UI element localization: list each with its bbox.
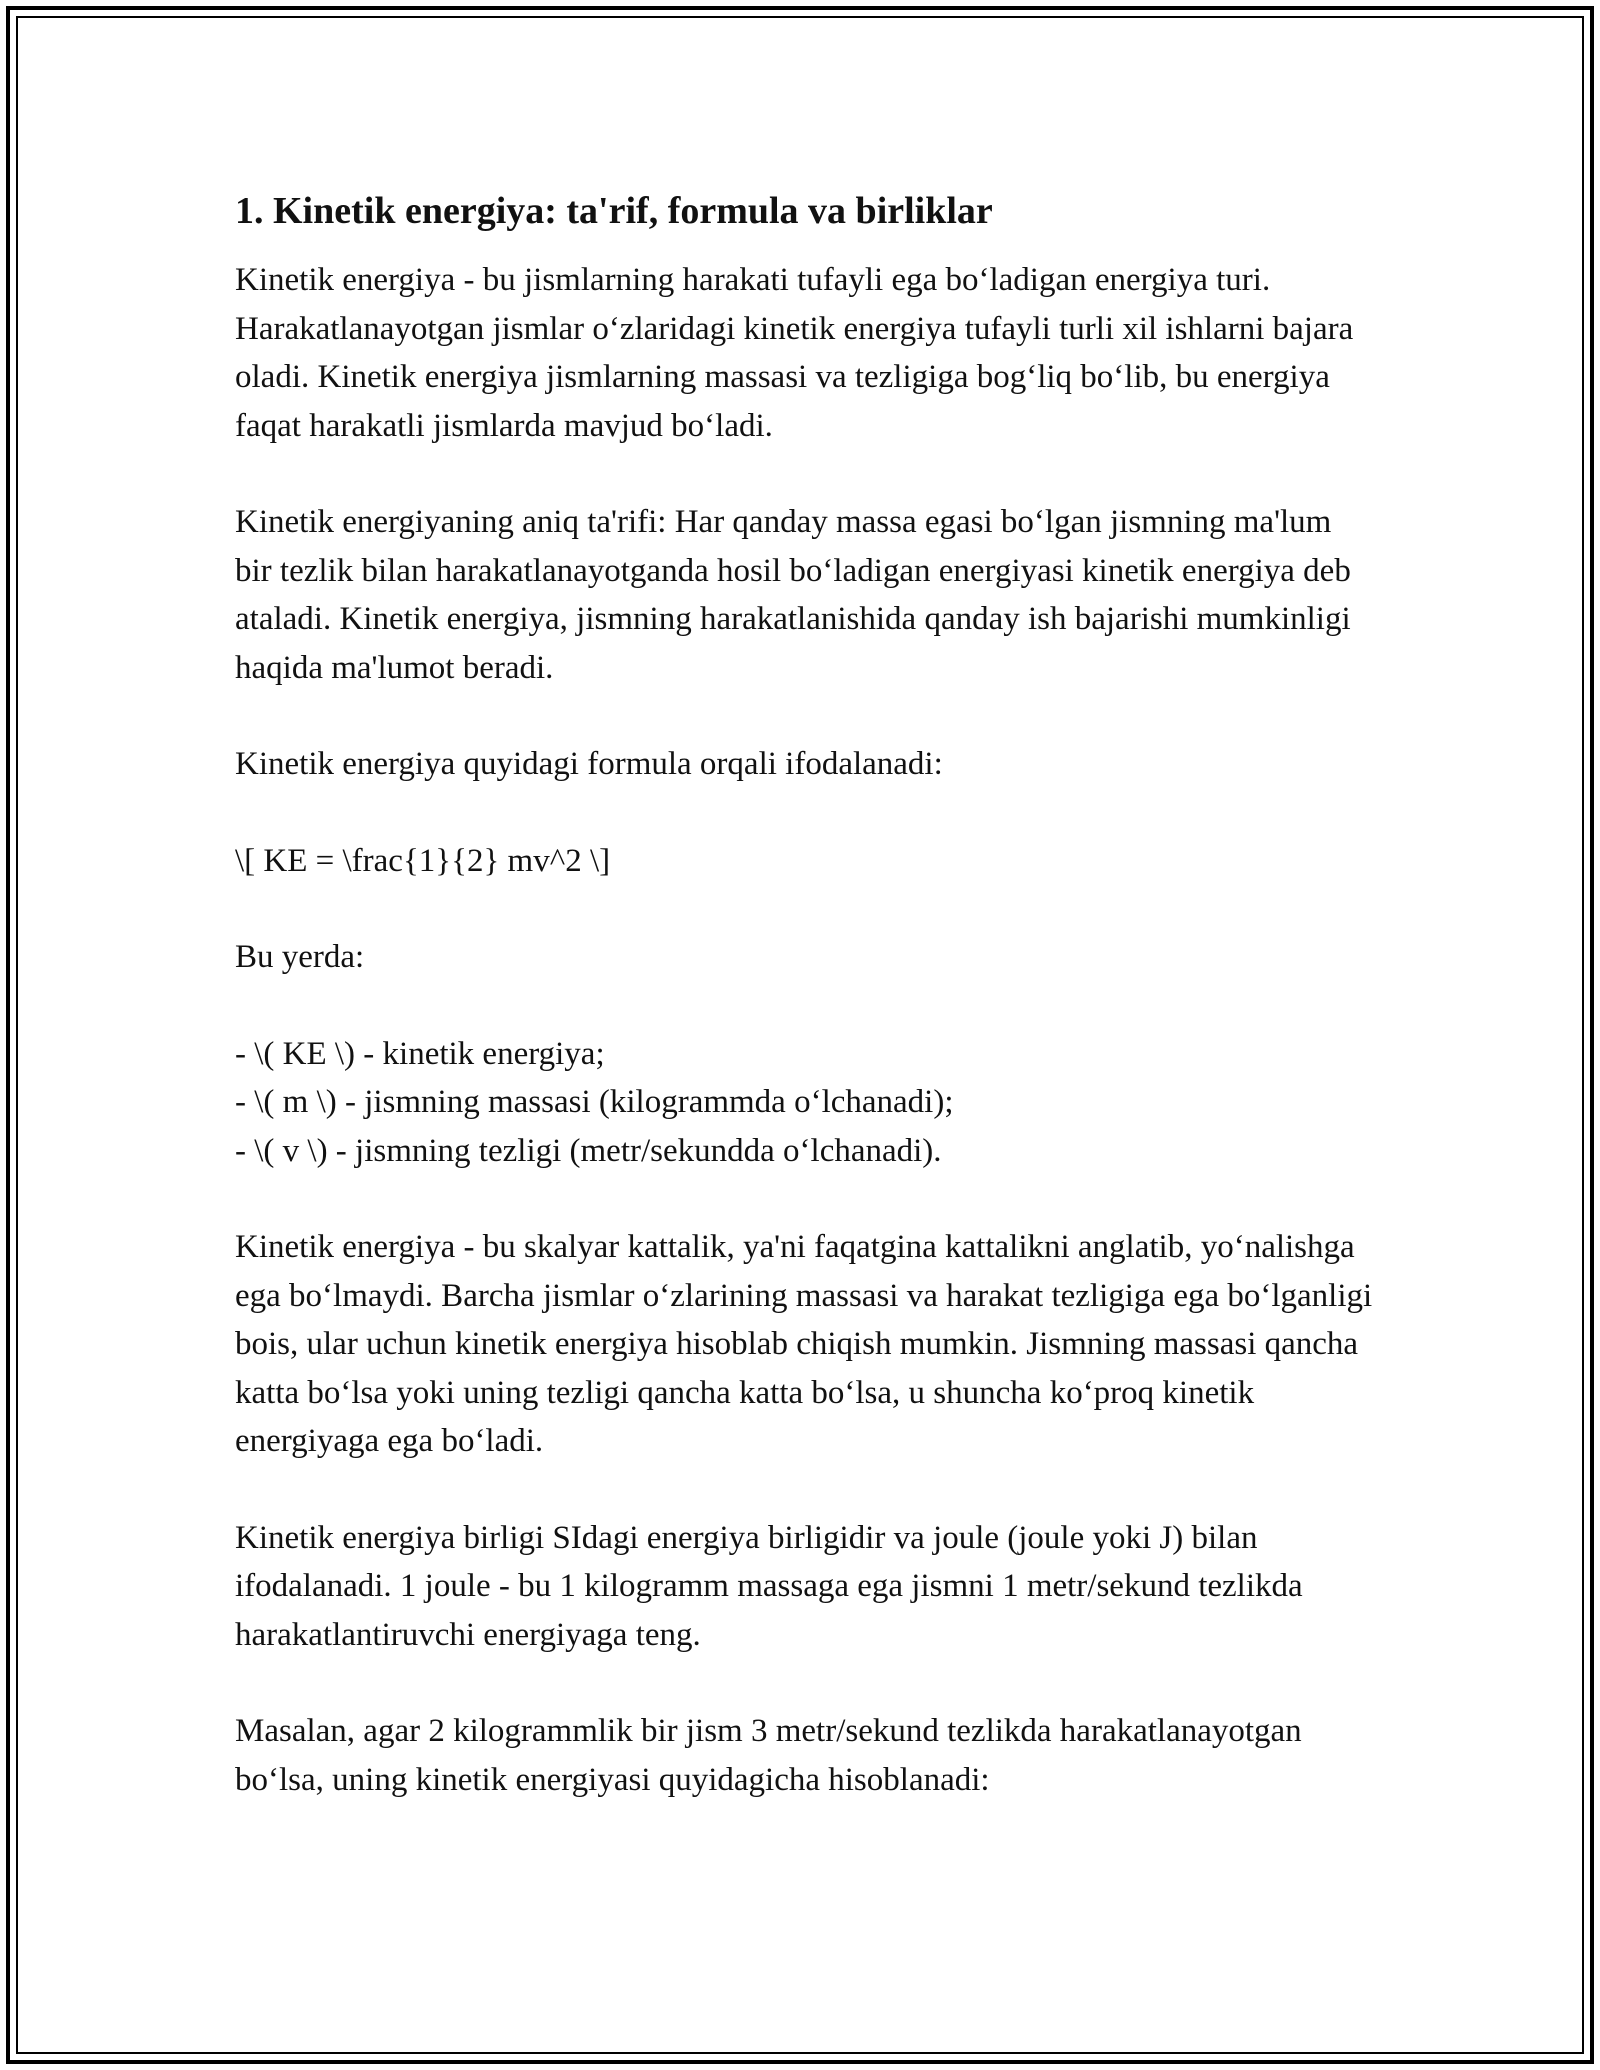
paragraph-intro: Kinetik energiya - bu jismlarning harakati tufayli ega boʻladigan energiya turi. Harakatlanayotgan jismlar oʻzlaridagi kinetik energiya tufayli turli xil ishlarni bajara oladi. Kinetik energiya jismlarning massasi va tezligiga bogʻliq boʻlib, bu energiya faqat harakatli jismlarda mavjud boʻladi. [235,262,1354,444]
document-body [235,186,1375,1852]
section-heading: 1. Kinetik energiya: ta'rif, formula va birliklar [235,190,993,232]
paragraph-where: Bu yerda: [235,939,365,975]
definitions-list [235,1030,1375,1176]
list-item: - \( m \) - jismning massasi (kilogrammda oʻlchanadi); [235,1084,954,1120]
formula-line: \[ KE = \frac{1}{2} mv^2 \] [235,842,611,879]
paragraph-scalar: Kinetik energiya - bu skalyar kattalik, ya'ni faqatgina kattalikni anglatib, yoʻnalishga ega boʻlmaydi. Barcha jismlar oʻzlarining massasi va harakat tezligiga ega boʻlganligi bois, ular uchun kinetik energiya hisoblab chiqish mumkin. Jismning massasi qancha katta boʻlsa yoki uning tezligi qancha katta boʻlsa, u shuncha koʻproq kinetik energiyaga ega boʻladi. [235,1229,1373,1459]
paragraph-units: Kinetik energiya birligi SIdagi energiya birligidir va joule (joule yoki J) bilan ifodalanadi. 1 joule - bu 1 kilogramm massaga ega jismni 1 metr/sekund tezlikda harakatlantiruvchi energiyaga teng. [235,1519,1303,1653]
list-item: - \( KE \) - kinetik energiya; [235,1035,605,1072]
paragraph-formula-intro: Kinetik energiya quyidagi formula orqali ifodalanadi: [235,746,943,782]
paragraph-definition: Kinetik energiyaning aniq ta'rifi: Har qanday massa egasi boʻlgan jismning ma'lum bir tezlik bilan harakatlanayotganda hosil boʻladigan energiyasi kinetik energiya deb ataladi. Kinetik energiya, jismning harakatlanishida qanday ish bajarishi mumkinligi haqida ma'lumot beradi. [235,504,1351,686]
paragraph-example: Masalan, agar 2 kilogrammlik bir jism 3 metr/sekund tezlikda harakatlanayotgan boʻlsa, uning kinetik energiyasi quyidagicha hisoblanadi: [235,1713,1302,1798]
list-item: - \( v \) - jismning tezligi (metr/sekundda oʻlchanadi). [235,1132,942,1169]
